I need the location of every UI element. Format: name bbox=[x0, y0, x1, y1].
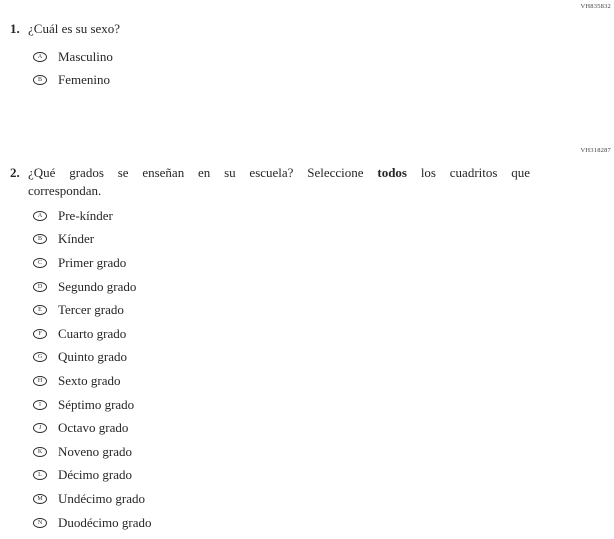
question-2-text-pre: ¿Qué grados se enseñan en su escuela? Seleccione bbox=[28, 165, 364, 180]
bubble-letter: H bbox=[37, 377, 43, 384]
option-undecimo-grado[interactable] bbox=[33, 487, 614, 511]
bubble-letter: G bbox=[37, 354, 43, 361]
question-1 bbox=[10, 0, 614, 91]
bubble-letter: A bbox=[37, 212, 43, 219]
answer-bubble-icon[interactable] bbox=[33, 305, 47, 315]
option-label: Octavo grado bbox=[58, 420, 129, 436]
option-noveno-grado[interactable] bbox=[33, 440, 614, 464]
option-label: Kínder bbox=[58, 231, 95, 247]
question-2-text-line2: correspondan. bbox=[28, 183, 102, 198]
answer-bubble-icon[interactable] bbox=[33, 211, 47, 221]
option-label: Masculino bbox=[58, 48, 113, 64]
answer-bubble-icon[interactable] bbox=[33, 447, 47, 457]
bubble-letter: C bbox=[37, 259, 42, 266]
answer-bubble-icon[interactable] bbox=[33, 75, 47, 85]
bubble-letter: K bbox=[37, 448, 43, 455]
option-masculino[interactable] bbox=[33, 45, 614, 68]
option-label: Cuarto grado bbox=[58, 325, 127, 341]
answer-bubble-icon[interactable] bbox=[33, 423, 47, 433]
answer-bubble-icon[interactable] bbox=[33, 400, 47, 410]
question-2-text-post: los cuadritos que bbox=[420, 165, 531, 180]
option-primer-grado[interactable] bbox=[33, 251, 614, 275]
option-label: Duodécimo grado bbox=[58, 514, 152, 530]
option-label: Sexto grado bbox=[58, 372, 121, 388]
answer-bubble-icon[interactable] bbox=[33, 258, 47, 268]
question-2-options bbox=[33, 204, 614, 534]
option-label: Pre-kínder bbox=[58, 207, 113, 223]
answer-bubble-icon[interactable] bbox=[33, 329, 47, 339]
answer-bubble-icon[interactable] bbox=[33, 518, 47, 528]
option-pre-kinder[interactable] bbox=[33, 204, 614, 228]
option-decimo-grado[interactable] bbox=[33, 464, 614, 488]
bubble-letter: J bbox=[38, 425, 42, 432]
question-1-code-label: VH835832 bbox=[580, 3, 611, 10]
option-label: Séptimo grado bbox=[58, 396, 135, 412]
answer-bubble-icon[interactable] bbox=[33, 376, 47, 386]
question-2-header bbox=[10, 164, 614, 200]
answer-bubble-icon[interactable] bbox=[33, 234, 47, 244]
bubble-letter: M bbox=[37, 495, 43, 502]
question-2-text bbox=[28, 164, 530, 200]
answer-bubble-icon[interactable] bbox=[33, 470, 47, 480]
option-sexto-grado[interactable] bbox=[33, 369, 614, 393]
question-2-number: 2. bbox=[10, 165, 20, 180]
option-label: Primer grado bbox=[58, 254, 127, 270]
option-segundo-grado[interactable] bbox=[33, 275, 614, 299]
option-septimo-grado[interactable] bbox=[33, 393, 614, 417]
question-2-text-line1 bbox=[28, 164, 530, 182]
option-tercer-grado[interactable] bbox=[33, 298, 614, 322]
question-2 bbox=[10, 164, 614, 534]
option-label: Quinto grado bbox=[58, 349, 127, 365]
question-1-text: ¿Cuál es su sexo? bbox=[28, 21, 121, 36]
answer-bubble-icon[interactable] bbox=[33, 52, 47, 62]
question-1-header bbox=[10, 20, 614, 37]
bubble-letter: B bbox=[37, 76, 42, 83]
bubble-letter: A bbox=[37, 53, 43, 60]
option-duodecimo-grado[interactable] bbox=[33, 511, 614, 535]
bubble-letter: B bbox=[37, 236, 42, 243]
bubble-letter: E bbox=[38, 307, 42, 314]
option-octavo-grado[interactable] bbox=[33, 416, 614, 440]
option-label: Undécimo grado bbox=[58, 490, 146, 506]
option-label: Femenino bbox=[58, 71, 110, 87]
option-cuarto-grado[interactable] bbox=[33, 322, 614, 346]
option-label: Décimo grado bbox=[58, 467, 133, 483]
answer-bubble-icon[interactable] bbox=[33, 352, 47, 362]
bubble-letter: L bbox=[38, 472, 42, 479]
question-2-text-bold: todos bbox=[377, 165, 407, 180]
question-1-options bbox=[33, 45, 614, 91]
bubble-letter: N bbox=[37, 519, 43, 526]
bubble-letter: I bbox=[39, 401, 41, 408]
question-1-number: 1. bbox=[10, 21, 20, 36]
option-femenino[interactable] bbox=[33, 68, 614, 91]
question-2-code-label: VH318287 bbox=[580, 147, 611, 154]
option-label: Noveno grado bbox=[58, 443, 133, 459]
bubble-letter: D bbox=[37, 283, 43, 290]
option-label: Tercer grado bbox=[58, 302, 124, 318]
answer-bubble-icon[interactable] bbox=[33, 282, 47, 292]
option-quinto-grado[interactable] bbox=[33, 346, 614, 370]
answer-bubble-icon[interactable] bbox=[33, 494, 47, 504]
option-label: Segundo grado bbox=[58, 278, 137, 294]
option-kinder[interactable] bbox=[33, 228, 614, 252]
bubble-letter: F bbox=[38, 330, 42, 337]
